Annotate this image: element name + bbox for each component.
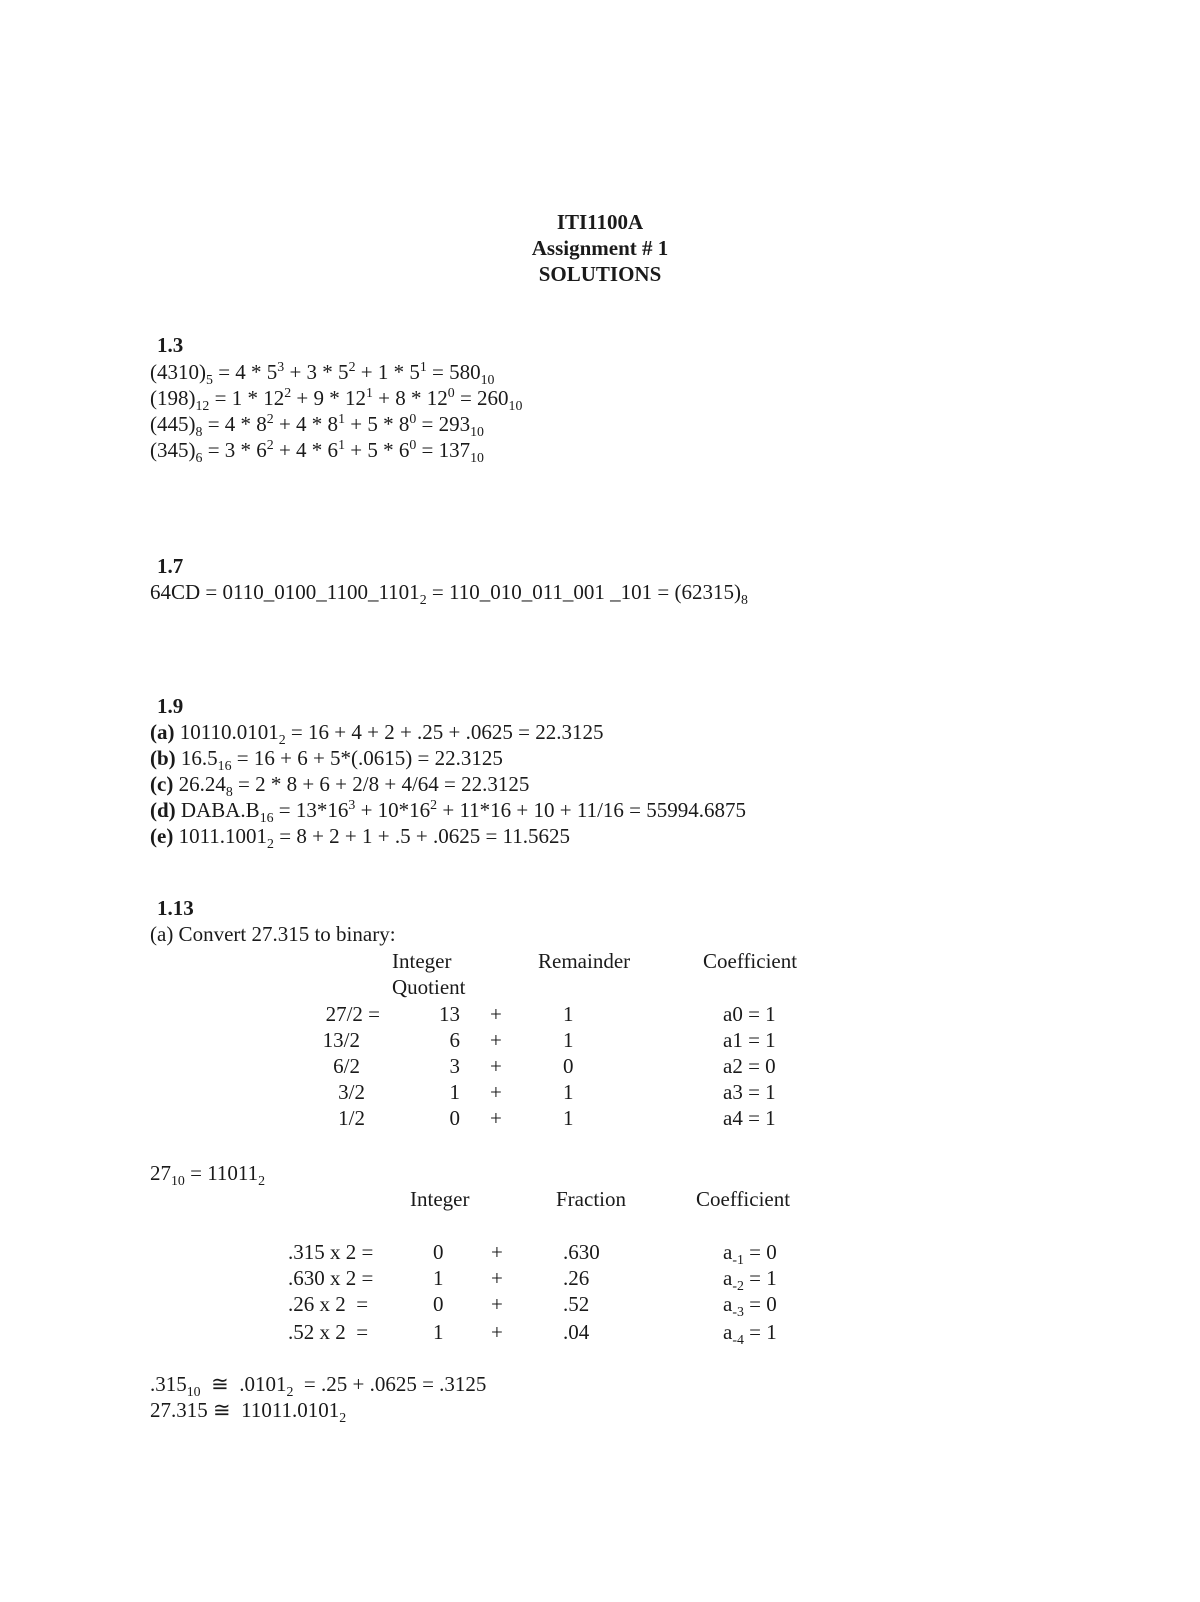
section-heading-1-9: 1.9 — [157, 694, 184, 718]
eq-1-3-line: $(445)_8 = 4 * 8^2 + 4 * 8^1 + 5 * 8^0 = 293_{10}$ — [150, 411, 484, 440]
section-heading-1-7: 1.7 — [157, 554, 184, 578]
eq-1-9-b: (b) $16.5_{16} = 16 + 6 + 5*(.0615) = 22.3125$ — [150, 746, 503, 774]
eq-1-3-line: $(198)_{12} = 1 * 12^2 + 9 * 12^1 + 8 * 12^0 = 260_{10}$ — [150, 385, 523, 414]
solutions-title: SOLUTIONS — [538, 262, 662, 286]
section-heading-1-3: 1.3 — [157, 333, 184, 357]
final-result: 27.315 ≅ $11011.0101_2$ — [150, 1398, 347, 1426]
integer-result: $27_{10} = 11011_2$ — [150, 1161, 266, 1189]
course-code: ITI1100A — [556, 210, 644, 234]
document-page: ITI1100A Assignment # 1 SOLUTIONS 1.3 $(4310)_5 = 4 * 5^3 + 3 * 5^2 + 1 * 5^1 = 580_{10}$ $(198)_{12} = 1 * 12^2 + 9 * 12^1 + 8 * 12^0 = 260_{10}$ $(445)_8 = 4 * 8^2 + 4 * 8^1 + 5 * 8^0 = 293_{10}$ $(345)_6 = 3 * 6^2 + 4 * 6^1 + 5 * 6^0 = 137_{10}$ 1.7 $64CD = 0110\_0100\_1100\_1101_2$ = 110_010_011_001 _101 = $(62315)_8$ 1.9 (a) $10110.0101_2 = 16 + 4 + 2 + .25 + .0625 = 22.3125$ (b) $16.5_{16} = 16 + 6 + 5*(.0615) = 22.3125$ (c) $26.24_8 = 2 * 8 + 6 + 2/8 + 4/64 = 22.3125$ (d) $DABA.B_{16} = 13*16^3 + 10*16^2 + 11*16 + 10 + 11/16 = 55994.6875$ (e) $1011.1001_2 = 8 + 2 + 1 + .5 + .0625 = 11.5625$ 1.13 (a) Convert 27.315 to binary: Integer Quotient Remainder Coefficient 27/2 = 13 + 1 a0 = 1 13/2 6 + 1 a1 = 1 6/2 3 + 0 a2 = 0 3/2 1 + 1 a3 = 1 1/2 0 + 1 a4 = 1 $27_{10} = 11011_2$ Integer Fraction Coefficient .315 x 2 = 0 + .630 $a_{-1} = 0$ .630 x 2 = 1 + .26 $a_{-2} = 1$ .26 x 2 = 0 + .52 $a_{-3} = 0$ .52 x 2 = 1 + .04 $a_{-4} = 1$ $.315_{10}$ ≅ $.0101_2 = .25 + .0625 = .3125$ 27.315 ≅ $11011.0101_2$ — [0, 0, 1200, 1602]
table2-header-integer: Integer — [410, 1187, 470, 1211]
eq-1-3-line: $(345)_6 = 3 * 6^2 + 4 * 6^1 + 5 * 6^0 = 137_{10}$ — [150, 437, 484, 466]
table2-header-fraction: Fraction — [556, 1187, 626, 1211]
table2-header-coefficient: Coefficient — [696, 1187, 791, 1211]
fraction-result: $.315_{10}$ ≅ $.0101_2 = .25 + .0625 = .3125$ — [150, 1372, 487, 1400]
conversion-intro: (a) Convert 27.315 to binary: — [150, 922, 396, 946]
eq-1-9-a: (a) $10110.0101_2 = 16 + 4 + 2 + .25 + .0625 = 22.3125$ — [150, 720, 604, 748]
eq-1-9-c: (c) $26.24_8 = 2 * 8 + 6 + 2/8 + 4/64 = 22.3125$ — [150, 772, 530, 800]
table1-header-integer: Integer — [392, 949, 452, 973]
table1-header-quotient: Quotient — [392, 975, 466, 999]
assignment-title: Assignment # 1 — [531, 236, 669, 260]
eq-1-7: $64CD = 0110\_0100\_1100\_1101_2$ = 110_010_011_001 _101 = $(62315)_8$ — [150, 580, 748, 608]
eq-1-9-e: (e) $1011.1001_2 = 8 + 2 + 1 + .5 + .0625 = 11.5625$ — [150, 824, 571, 852]
eq-1-9-d: (d) $DABA.B_{16} = 13*16^3 + 10*16^2 + 11*16 + 10 + 11/16 = 55994.6875$ — [150, 797, 747, 826]
section-heading-1-13: 1.13 — [157, 896, 194, 920]
table1-header-coefficient: Coefficient — [703, 949, 798, 973]
table1-header-remainder: Remainder — [538, 949, 631, 973]
eq-1-3-line: $(4310)_5 = 4 * 5^3 + 3 * 5^2 + 1 * 5^1 = 580_{10}$ — [150, 359, 495, 388]
